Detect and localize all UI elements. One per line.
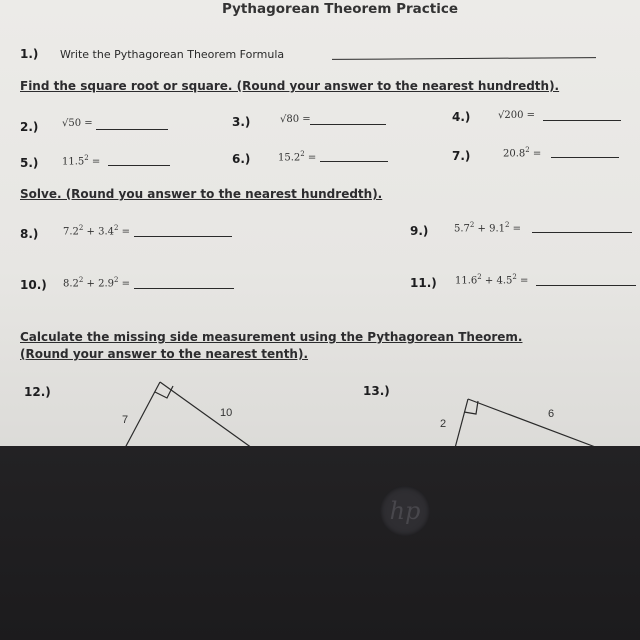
question-number: 10.): [20, 278, 47, 292]
question-number: 12.): [24, 385, 51, 399]
math-expression: √200 =: [498, 110, 536, 121]
question-number: 1.): [20, 47, 39, 61]
triangle-12-hypotenuse: [160, 382, 252, 448]
right-angle-marker: [155, 386, 173, 398]
question-number: 9.): [410, 224, 429, 238]
question-number: 5.): [20, 156, 39, 170]
math-expression: $7.2^2 + 3.4^2$ =: [63, 224, 131, 238]
math-expression: $11.5^2$ =: [62, 154, 101, 168]
section-heading: (Round your answer to the nearest tenth).: [20, 347, 309, 361]
triangle-12-leg: [125, 382, 160, 448]
question-number: 4.): [452, 110, 471, 124]
question-number: 3.): [232, 115, 251, 129]
hp-logo: hp: [380, 486, 430, 536]
worksheet-title: Pythagorean Theorem Practice: [221, 1, 459, 17]
question-number: 8.): [20, 227, 39, 241]
laptop-bezel: [0, 446, 640, 640]
math-expression: $8.2^2 + 2.9^2$ =: [63, 276, 131, 290]
section-heading: Solve. (Round you answer to the nearest hundredth).: [20, 187, 383, 201]
triangle-13-hypotenuse: [468, 399, 598, 448]
section-heading: Calculate the missing side measurement using the Pythagorean Theorem.: [20, 330, 523, 344]
question-number: 2.): [20, 120, 39, 134]
side-label: 6: [548, 408, 555, 420]
math-expression: √50 =: [62, 118, 93, 129]
math-expression: $11.6^2 + 4.5^2$ =: [455, 273, 529, 287]
triangle-13-leg: [455, 399, 468, 448]
question-number: 13.): [363, 384, 390, 398]
side-label: 10: [220, 407, 233, 419]
math-expression: $15.2^2$ =: [278, 150, 317, 164]
math-expression: $20.8^2$ =: [503, 146, 542, 160]
math-expression: √80 =: [280, 114, 311, 125]
side-label: 7: [122, 414, 129, 426]
question-prompt: Write the Pythagorean Theorem Formula: [60, 48, 285, 61]
math-expression: $5.7^2 + 9.1^2$ =: [454, 221, 522, 235]
section-heading: Find the square root or square. (Round your answer to the nearest hundredth).: [20, 79, 560, 93]
question-number: 7.): [452, 149, 471, 163]
question-number: 11.): [410, 276, 437, 290]
side-label: 2: [440, 418, 447, 430]
question-number: 6.): [232, 152, 251, 166]
